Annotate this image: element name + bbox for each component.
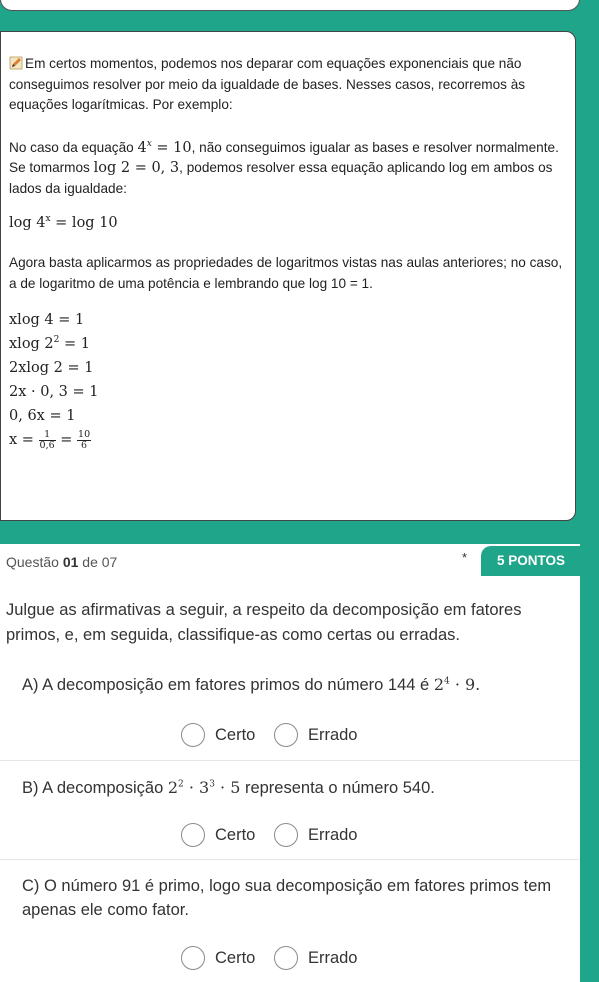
required-mark: * (462, 550, 468, 565)
radio-button[interactable] (274, 946, 298, 970)
item-c-options (181, 946, 371, 974)
step-6: x = $\frac{1}{0,6}$ = $\frac{10}{6}$ (9, 428, 91, 451)
properties-paragraph: Agora basta aplicarmos as propriedades de logaritmos vistas nas aulas anteriores; no caso, a de logaritmo de uma potência e lembrando que log 10 = 1. (9, 255, 563, 291)
question-header (0, 544, 580, 578)
radio-button[interactable] (274, 723, 298, 747)
solution-steps (9, 308, 565, 452)
radio-button[interactable] (274, 823, 298, 847)
points-badge: 5 PONTOS (481, 546, 581, 576)
item-a-text: A) A decomposição em fatores primos do número 144 é $2^4 \cdot 9$. (22, 675, 481, 694)
divider (0, 760, 580, 761)
item-c-option-certo[interactable]: Certo (181, 946, 255, 974)
equation-context-paragraph: No caso da equação $4^x = 10$, não conseguimos igualar as bases e resolver normalmente. Se tomarmos log 2 = 0, 3, podemos resolver essa equação aplicando log em ambos os lados da igualdade: (9, 138, 559, 196)
divider (0, 859, 580, 860)
item-c-text: C) O número 91 é primo, logo sua decomposição em fatores primos tem apenas ele como fator. (22, 877, 552, 919)
item-a-option-errado[interactable]: Errado (274, 723, 358, 751)
item-b-option-errado[interactable]: Errado (274, 823, 358, 851)
radio-button[interactable] (181, 823, 205, 847)
step-5: 0, 6x = 1 (9, 408, 76, 424)
previous-card-edge (0, 0, 580, 11)
item-c-option-errado[interactable]: Errado (274, 946, 358, 974)
intro-paragraph: Em certos momentos, podemos nos deparar com equações exponenciais que não conseguimos resolver por meio da igualdade de bases. Nesses casos, recorremos às equações logarítmicas. Por exemplo: (9, 56, 526, 112)
step-4: 2x · 0, 3 = 1 (9, 384, 99, 400)
fraction-2: $\frac{10}{6}$ (78, 428, 91, 451)
item-b-text: B) A decomposição $2^2 \cdot 3^3 \cdot 5$ representa o número 540. (22, 778, 435, 797)
info-card (0, 31, 576, 521)
fraction-1: $\frac{1}{0,6}$ (39, 428, 55, 451)
question-statement: Julgue as afirmativas a seguir, a respeito da decomposição em fatores primos, e, em seguida, classifique-as como certas ou erradas. (6, 601, 522, 644)
item-b-option-certo[interactable]: Certo (181, 823, 255, 851)
question-body (0, 578, 580, 982)
radio-button[interactable] (181, 723, 205, 747)
question-label: Questão 01 de 07 (6, 554, 118, 570)
step-2: xlog $2^2 = 1$ (9, 335, 90, 352)
log-equation: $\log 4^x = \log 10$ (9, 214, 118, 231)
radio-button[interactable] (181, 946, 205, 970)
pencil-icon (9, 56, 23, 70)
item-b-options (181, 823, 371, 851)
step-3: 2xlog 2 = 1 (9, 360, 94, 376)
item-a-option-certo[interactable]: Certo (181, 723, 255, 751)
step-1: xlog 4 = 1 (9, 312, 85, 328)
item-a-options (181, 723, 371, 751)
